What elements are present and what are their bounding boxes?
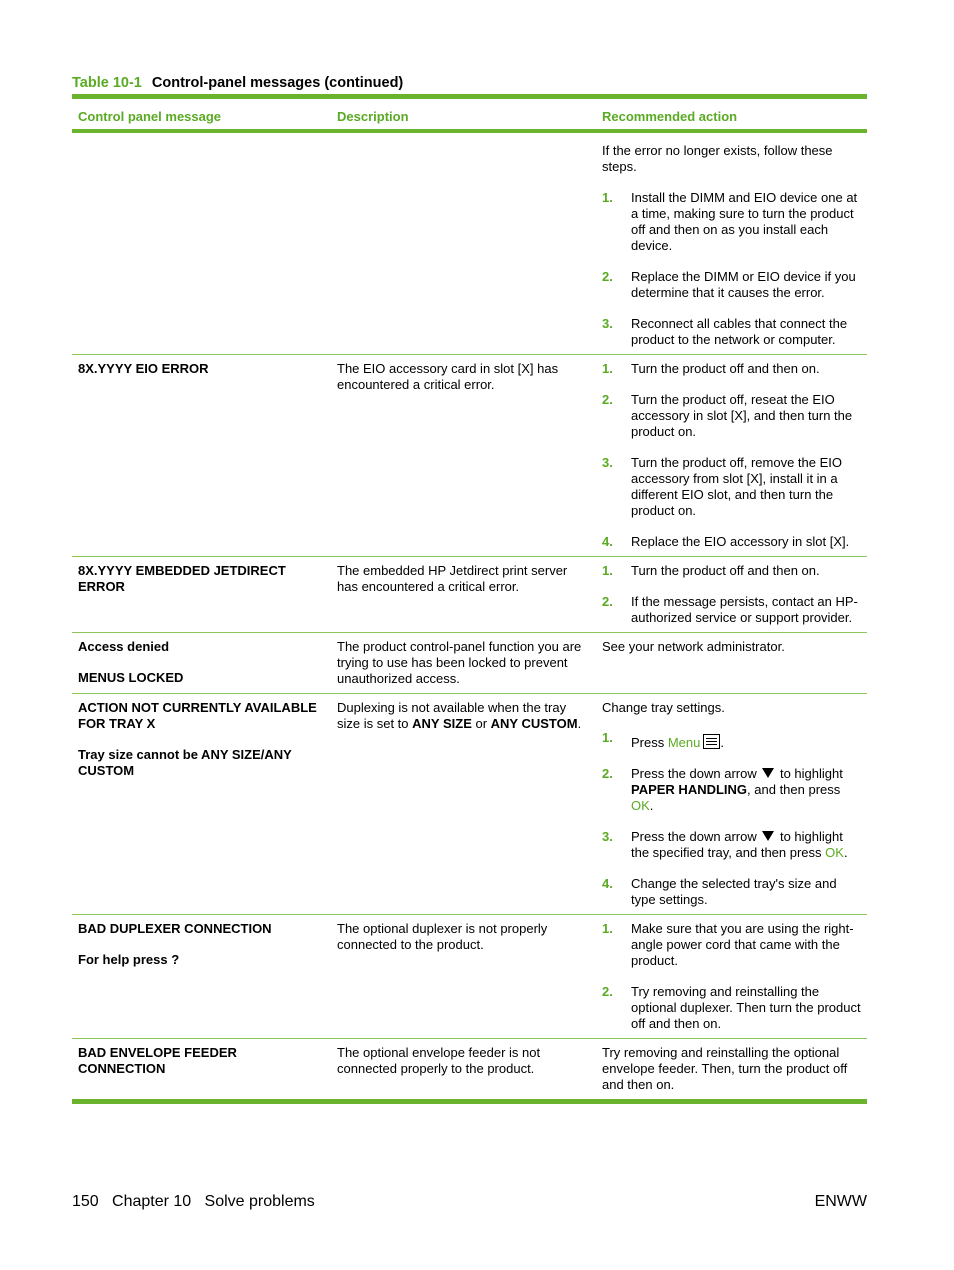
action-step: [602, 316, 861, 348]
description-cell: [331, 137, 596, 354]
action-step: [602, 766, 861, 814]
step-text: Install the DIMM and EIO device one at a time, making sure to turn the product off and then on as you install each device.: [631, 190, 858, 253]
table-title: Control-panel messages (continued): [151, 75, 404, 91]
action-step: [602, 269, 861, 301]
header-control-panel-message: Control panel message: [78, 109, 222, 124]
header-description: Description: [337, 109, 409, 124]
action-cell: See your network administrator.: [602, 639, 785, 654]
message-text: MENUS LOCKED: [78, 670, 184, 685]
step-text: Replace the DIMM or EIO device if you determine that it causes the error.: [631, 269, 856, 300]
message-text: Access denied: [78, 639, 170, 654]
step-number: 1.: [602, 190, 613, 205]
step-number: 2.: [602, 984, 613, 999]
message-text: 8X.YYYY EMBEDDED JETDIRECT ERROR: [78, 563, 286, 594]
message-text: BAD ENVELOPE FEEDER CONNECTION: [78, 1045, 237, 1076]
action-step: [602, 361, 861, 377]
table-row: [72, 355, 867, 557]
step-text: If the message persists, contact an HP-authorized service or support provider.: [631, 594, 858, 625]
description-cell: The optional envelope feeder is not connected properly to the product.: [337, 1045, 541, 1076]
message-cell: [72, 557, 331, 632]
description-cell: [331, 694, 596, 914]
step-text-part: Press: [631, 735, 668, 750]
action-cell: Try removing and reinstalling the optional envelope feeder. Then, turn the product off and then on.: [602, 1045, 848, 1092]
down-arrow-icon: [762, 768, 774, 778]
step-text: [631, 766, 861, 814]
description-text: Duplexing is not available when the tray size is set to: [337, 700, 567, 731]
step-text: Turn the product off, reseat the EIO accessory in slot [X], and then turn the product on.: [631, 392, 853, 439]
step-number: 3.: [602, 316, 613, 331]
step-text: Replace the EIO accessory in slot [X].: [631, 534, 850, 549]
step-number: 1.: [602, 730, 613, 745]
menu-icon: [703, 734, 720, 749]
step-text-part: Press the down arrow: [631, 766, 761, 781]
step-number: 1.: [602, 361, 613, 376]
action-step: [602, 534, 861, 550]
table-bottom-rule: [72, 1099, 867, 1104]
description-text: .: [577, 716, 582, 731]
action-step: [602, 594, 861, 626]
step-text-part: to highlight: [776, 766, 843, 781]
action-intro: If the error no longer exists, follow these steps.: [602, 143, 833, 174]
step-text: Turn the product off and then on.: [631, 563, 820, 578]
down-arrow-icon: [762, 831, 774, 841]
message-cell: [72, 1039, 331, 1099]
step-text: Make sure that you are using the right-angle power cord that came with the product.: [631, 921, 854, 968]
message-text: Tray size cannot be ANY SIZE/ANY CUSTOM: [78, 747, 292, 778]
step-text-part: .: [843, 845, 848, 860]
step-text-bold: PAPER HANDLING: [631, 782, 748, 797]
step-text-part: , and then press: [747, 782, 841, 797]
step-number: 2.: [602, 766, 613, 781]
description-text: or: [471, 716, 491, 731]
table-row: [72, 1039, 867, 1099]
message-text: BAD DUPLEXER CONNECTION: [78, 921, 272, 936]
table-row: [72, 557, 867, 633]
header-recommended-action: Recommended action: [602, 109, 738, 124]
control-panel-messages-table: [72, 94, 867, 1104]
message-cell: [72, 137, 331, 354]
description-bold: ANY CUSTOM: [490, 716, 578, 731]
action-step: [602, 190, 861, 254]
step-text: [631, 734, 861, 751]
step-text-part: Press the down arrow: [631, 829, 761, 844]
action-intro: Change tray settings.: [602, 700, 725, 715]
table-header-row: [72, 99, 867, 133]
message-cell: [72, 633, 331, 693]
table-caption: [72, 75, 403, 91]
ok-button-label: OK: [825, 845, 844, 860]
action-step: [602, 984, 861, 1032]
step-text-part: .: [720, 735, 724, 750]
menu-button-label: Menu: [667, 735, 701, 750]
action-step: [602, 392, 861, 440]
action-cell: [596, 915, 867, 1038]
step-text: Turn the product off, remove the EIO accessory from slot [X], install it in a different EIO slot, and then turn the product on.: [631, 455, 842, 518]
step-text: Try removing and reinstalling the optional duplexer. Then turn the product off and then on.: [631, 984, 861, 1031]
message-cell: [72, 694, 331, 914]
action-cell: [596, 355, 867, 556]
step-text: Change the selected tray's size and type settings.: [631, 876, 837, 907]
table-row: [72, 915, 867, 1039]
action-step: [602, 731, 861, 751]
message-cell: [72, 915, 331, 1038]
description-cell: The embedded HP Jetdirect print server has encountered a critical error.: [337, 563, 568, 594]
action-step: [602, 563, 861, 579]
description-bold: ANY SIZE: [412, 716, 472, 731]
step-number: 2.: [602, 392, 613, 407]
page-footer-right: ENWW: [814, 1193, 867, 1210]
message-text: 8X.YYYY EIO ERROR: [78, 361, 209, 376]
step-number: 1.: [602, 563, 613, 578]
step-text: Reconnect all cables that connect the product to the network or computer.: [631, 316, 848, 347]
step-number: 2.: [602, 594, 613, 609]
description-cell: The product control-panel function you are trying to use has been locked to prevent unauthorized access.: [337, 639, 582, 686]
step-text: Turn the product off and then on.: [631, 361, 820, 376]
step-text-part: .: [649, 798, 654, 813]
message-cell: [72, 355, 331, 556]
step-text-part: to highlight the specified tray, and then press: [631, 829, 843, 860]
action-step: [602, 876, 861, 908]
step-number: 4.: [602, 876, 613, 891]
action-step: [602, 829, 861, 861]
step-number: 2.: [602, 269, 613, 284]
table-number: Table 10-1: [72, 75, 142, 91]
step-number: 3.: [602, 455, 613, 470]
table-row: [72, 694, 867, 915]
description-cell: The EIO accessory card in slot [X] has encountered a critical error.: [337, 361, 559, 392]
page-footer-left: 150 Chapter 10 Solve problems: [72, 1193, 315, 1210]
action-step: [602, 921, 861, 969]
step-text: [631, 829, 861, 861]
step-number: 4.: [602, 534, 613, 549]
action-cell: [596, 557, 867, 632]
action-cell: [596, 137, 867, 354]
table-row: [72, 633, 867, 694]
step-number: 3.: [602, 829, 613, 844]
action-cell: [596, 694, 867, 914]
message-text: ACTION NOT CURRENTLY AVAILABLE FOR TRAY X: [78, 700, 317, 731]
step-number: 1.: [602, 921, 613, 936]
table-row: [72, 133, 867, 355]
ok-button-label: OK: [631, 798, 650, 813]
message-text: For help press ?: [78, 952, 180, 967]
action-step: [602, 455, 861, 519]
description-cell: The optional duplexer is not properly connected to the product.: [337, 921, 548, 952]
